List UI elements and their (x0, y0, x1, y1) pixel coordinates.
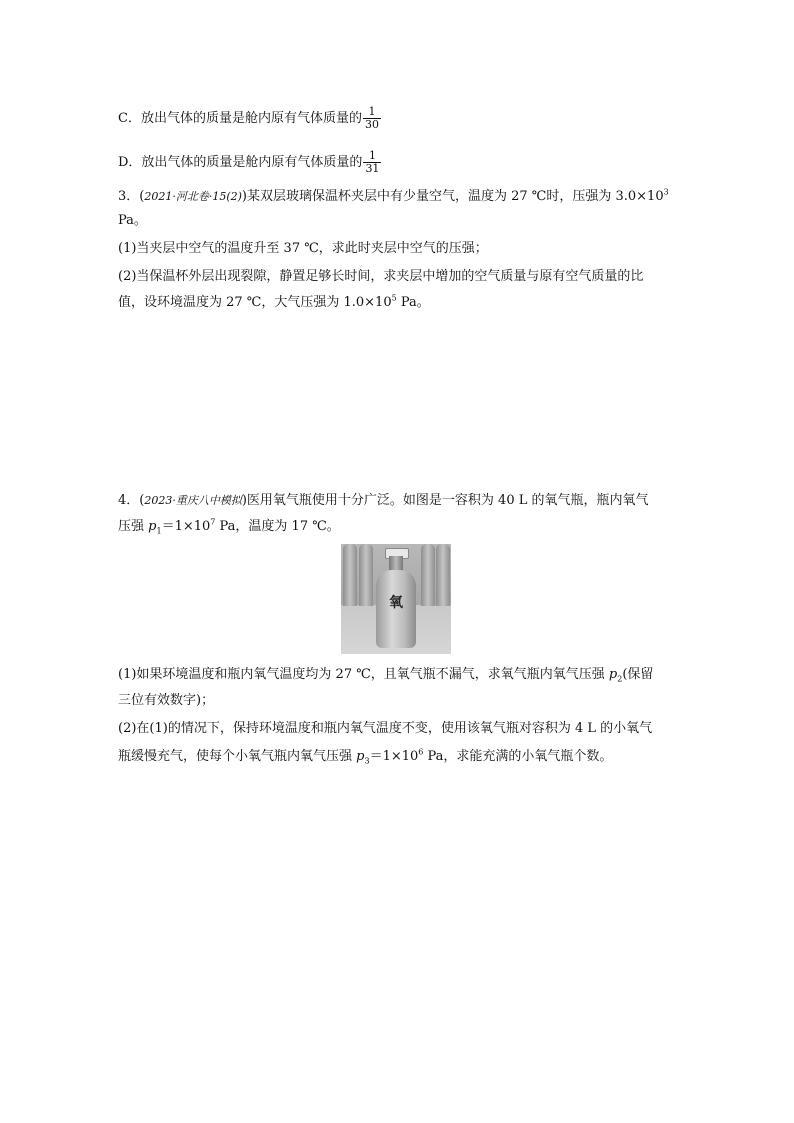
pressure-symbol: p (608, 667, 618, 682)
fraction-numerator: 1 (368, 149, 376, 162)
pressure-symbol: p (356, 749, 365, 764)
q4-part1-line2: 三位有效数字)； (118, 693, 215, 708)
pressure-subscript: 3 (364, 756, 370, 766)
fraction-denominator: 31 (365, 162, 380, 175)
q3-stem-text: )某双层玻璃保温杯夹层中有少量空气，温度为 27 ℃时，压强为 3.0×10 (241, 189, 664, 204)
q4-part2-text-3: Pa，求能充满的小氧气瓶个数。 (423, 749, 613, 764)
q4-stem-text: )医用氧气瓶使用十分广泛。如图是一容积为 40 L 的氧气瓶，瓶内氧气 (241, 493, 649, 508)
fraction-numerator: 1 (368, 105, 376, 118)
option-c (118, 106, 381, 131)
oxygen-bottle-photo (341, 544, 451, 654)
bottle-label: 氧 (389, 595, 403, 611)
q4-part1-line1 (118, 666, 653, 684)
q3-part1: (1)当夹层中空气的温度升至 37 ℃，求此时夹层中空气的压强； (118, 241, 488, 256)
q3-number: 3．( (118, 189, 145, 204)
q3-part2-unit: Pa。 (396, 295, 430, 310)
background-cylinder (343, 544, 357, 606)
q4-stem-text-3: ＝1×10 (161, 519, 211, 534)
q4-stem-text-4: Pa，温度为 17 ℃。 (215, 519, 340, 534)
q3-source: 2021·河北卷·15(2) (144, 190, 242, 203)
q3-stem-line1 (118, 188, 669, 206)
q4-exponent: 7 (210, 517, 216, 527)
q4-part1-text: (1)如果环境温度和瓶内氧气温度均为 27 ℃，且氧气瓶不漏气，求氧气瓶内氧气压强 (118, 667, 609, 682)
pressure-symbol: p (148, 519, 157, 534)
q4-stem-text-2: 压强 (118, 519, 149, 534)
option-c-fraction (363, 106, 381, 131)
q3-part2-line2 (118, 294, 430, 312)
background-cylinder (421, 544, 435, 606)
q4-part2-line1: (2)在(1)的情况下，保持环境温度和瓶内氧气温度不变，使用该氧气瓶对容积为 4 L 的小氧气 (118, 721, 653, 736)
q3-part2-text: 值，设环境温度为 27 ℃，大气压强为 1.0×10 (118, 295, 392, 310)
q4-stem-line2 (118, 518, 340, 536)
q3-exponent: 3 (663, 187, 669, 197)
q3-part2-line1: (2)当保温杯外层出现裂隙，静置足够长时间，求夹层中增加的空气质量与原有空气质量的比 (118, 269, 644, 284)
option-d-fraction (363, 150, 381, 175)
q4-part2-text: 瓶缓慢充气，使每个小氧气瓶内氧气压强 (118, 749, 357, 764)
q4-source: 2023·重庆八中模拟 (144, 494, 242, 507)
pressure-subscript: 2 (617, 674, 623, 684)
q4-stem-line1 (118, 492, 649, 510)
fraction-denominator: 30 (364, 118, 379, 131)
q4-part1-text-2: (保留 (622, 667, 654, 682)
q3-stem-line2: Pa。 (118, 213, 147, 228)
background-cylinder (436, 544, 450, 606)
option-c-text: C．放出气体的质量是舱内原有气体质量的 (118, 111, 362, 126)
option-d (118, 150, 381, 175)
q4-number: 4．( (118, 493, 145, 508)
q3-part2-exponent: 5 (391, 293, 397, 303)
option-d-text: D．放出气体的质量是舱内原有气体质量的 (118, 155, 363, 170)
pressure-subscript: 1 (156, 526, 162, 536)
q4-part2-line2 (118, 748, 612, 766)
q4-part2-exponent: 6 (418, 747, 424, 757)
background-cylinder (359, 544, 373, 606)
q4-part2-text-2: ＝1×10 (369, 749, 419, 764)
